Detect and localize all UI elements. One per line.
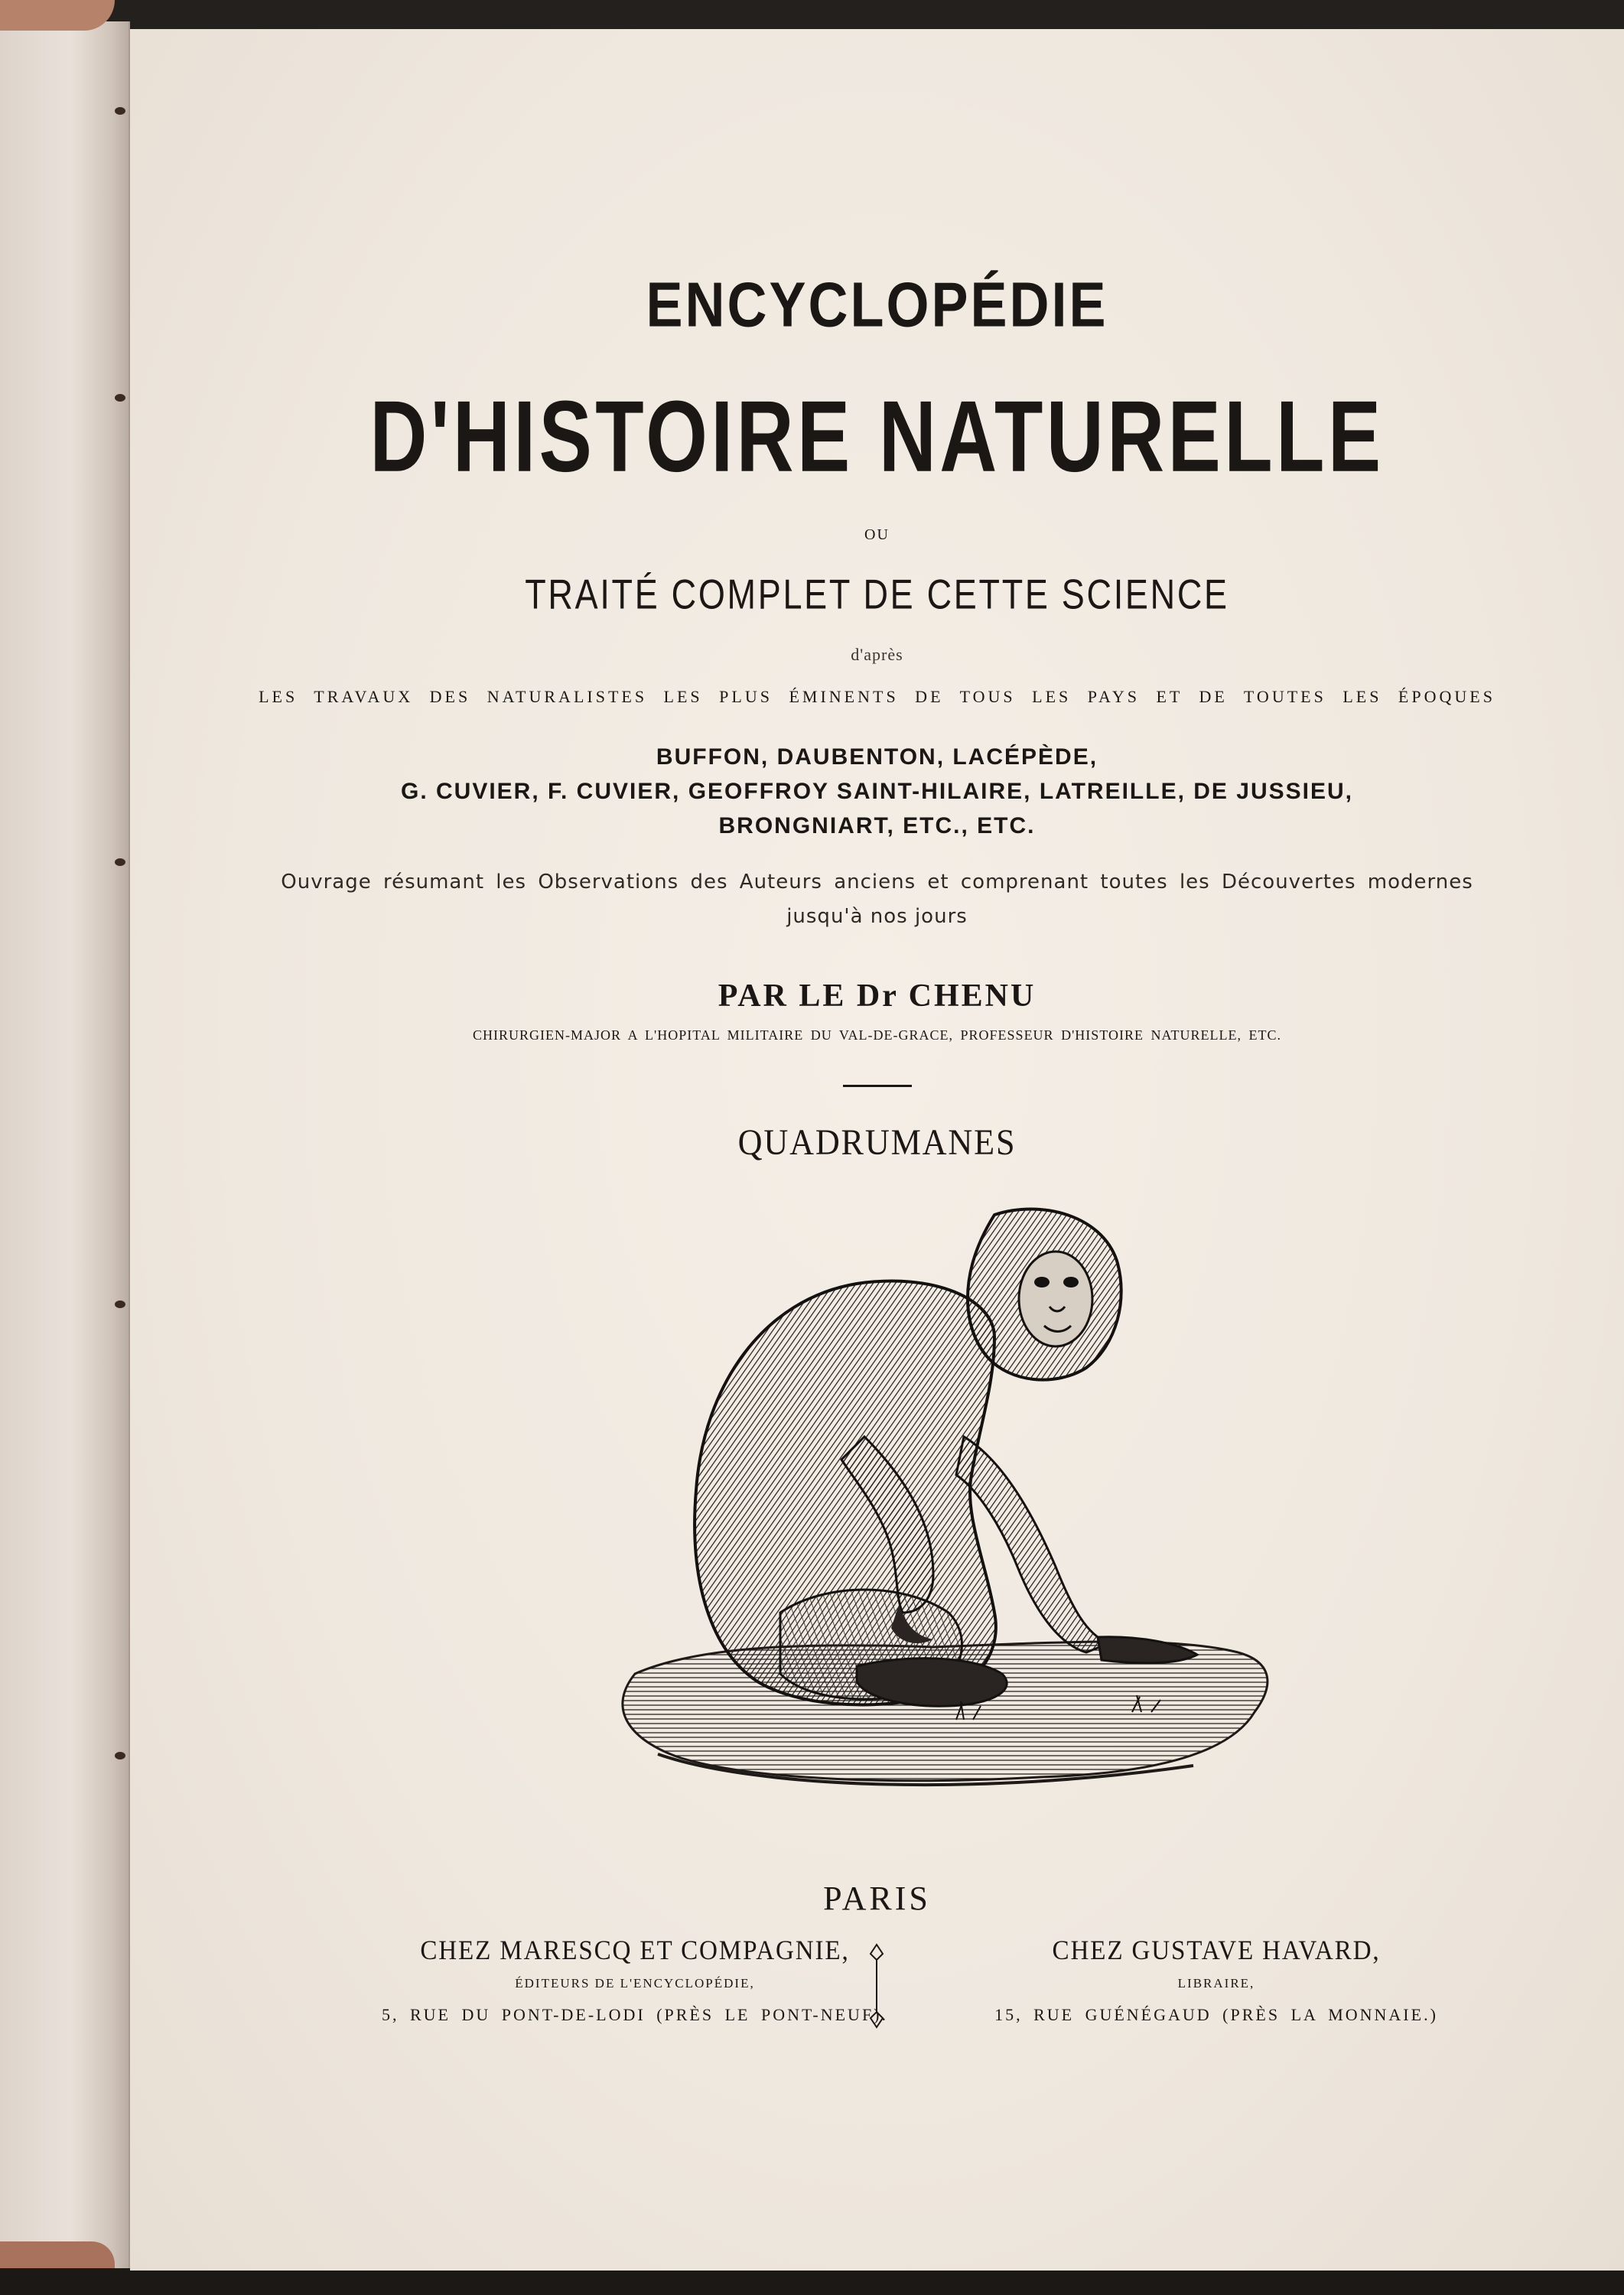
title-page [130,29,1624,2271]
publisher-left-address: 5, RUE DU PONT-DE-LODI (PRÈS LE PONT-NEUF). [381,2005,889,2024]
scan-bottom-edge [0,2268,1624,2295]
binding-corner-top [0,0,115,31]
publisher-right-address: 15, RUE GUÉNÉGAUD (PRÈS LA MONNAIE.) [994,2005,1438,2024]
naturalists-line-2: G. CUVIER, F. CUVIER, GEOFFROY SAINT-HILAIRE, LATREILLE, DE JUSSIEU, [400,779,1353,804]
publisher-right-name: CHEZ GUSTAVE HAVARD, [1052,1935,1381,1965]
author-credentials: CHIRURGIEN-MAJOR A L'HOPITAL MILITAIRE DU VAL-DE-GRACE, PROFESSEUR D'HISTOIRE NATURELLE, ETC. [473,1027,1281,1043]
volume-title: QUADRUMANES [737,1122,1017,1163]
publisher-left-name: CHEZ MARESCQ ET COMPAGNIE, [420,1935,850,1965]
imprint-city: PARIS [823,1880,931,1917]
binding-stitch [115,394,125,402]
publisher-right-role: LIBRAIRE, [1177,1976,1255,1991]
divider-rule [843,1085,912,1087]
author-byline: PAR LE Dr CHENU [718,978,1037,1014]
book-gutter [0,21,130,2272]
naturalists-line-1: BUFFON, DAUBENTON, LACÉPÈDE, [656,744,1098,770]
sources-line: LES TRAVAUX DES NATURALISTES LES PLUS ÉMINENTS DE TOUS LES PAYS ET DE TOUTES LES ÉPOQUES [259,687,1495,706]
binding-stitch [115,107,125,115]
naturalists-line-3: BRONGNIART, ETC., ETC. [718,813,1036,838]
description-line-2: jusqu'à nos jours [786,905,968,928]
publisher-left-role: ÉDITEURS DE L'ENCYCLOPÉDIE, [515,1976,755,1991]
title-line-2: D'HISTOIRE NATURELLE [369,380,1385,493]
monkey-illustration [505,1184,1377,1819]
imprint-separator-ornament [866,1943,887,2029]
binding-stitch [115,1300,125,1308]
title-line-1: ENCYCLOPÉDIE [646,270,1108,340]
dapres-label: d'après [851,645,903,664]
binding-stitch [115,1752,125,1760]
connector-ou: OU [864,526,890,543]
description-line-1: Ouvrage résumant les Observations des Auteurs anciens et comprenant toutes les Découvertes modernes [281,871,1473,894]
binding-stitch [115,858,125,866]
subtitle: TRAITÉ COMPLET DE CETTE SCIENCE [525,571,1229,618]
monkey-hand [1098,1637,1197,1663]
